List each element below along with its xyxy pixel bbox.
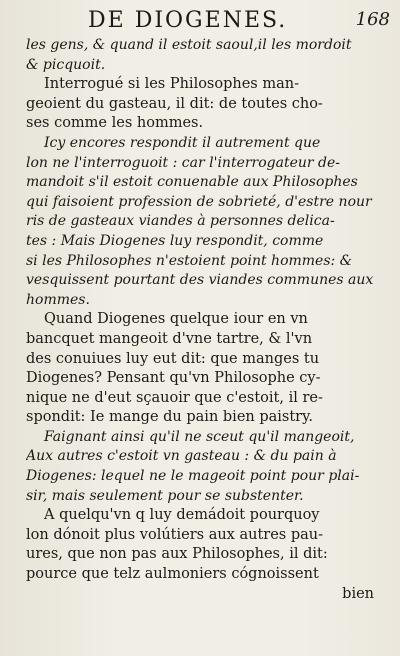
text-line: Faignant ainsi qu'il ne sceut qu'il mangeoit, (44, 428, 355, 445)
text-line: lon dónoit plus volútiers aux autres pau- (26, 526, 324, 543)
text-line: Diogenes: lequel ne le mageoit point pour plai- (26, 468, 360, 485)
text-line: bien (342, 585, 374, 602)
page-header (70, 6, 400, 36)
page-number: 168 (355, 9, 390, 30)
text-line: & picquoit. (26, 56, 106, 73)
text-line: geoient du gasteau, il dit: de toutes cho- (26, 95, 323, 112)
text-line: lon ne l'interroguoit : car l'interrogateur de- (26, 154, 341, 171)
text-line: tes : Mais Diogenes luy respondit, comme (26, 232, 324, 249)
text-line: Interrogué si les Philosophes man- (44, 76, 299, 93)
text-line: nique ne d'eut sçauoir que c'estoit, il re- (26, 389, 323, 406)
text-line: Quand Diogenes quelque iour en vn (44, 311, 308, 328)
text-line: Diogenes? Pensant qu'vn Philosophe cy- (26, 370, 321, 387)
text-line: ures, que non pas aux Philosophes, il dit: (26, 546, 328, 563)
text-line: A quelqu'vn q luy demádoit pourquoy (44, 507, 320, 524)
text-line: ris de gasteaux viandes à personnes delica- (26, 213, 335, 230)
text-line: qui faisoient profession de sobrieté, d'estre nour (26, 193, 372, 210)
text-line: si les Philosophes n'estoient point hommes: & (26, 252, 353, 269)
text-line: ses comme les hommes. (26, 115, 204, 132)
text-line: mandoit s'il estoit conuenable aux Philosophes (26, 174, 358, 191)
body-text (26, 36, 376, 604)
text-line: pource que telz aulmoniers cógnoissent (26, 566, 319, 583)
text-line: sir, mais seulement pour se substenter. (26, 487, 304, 504)
text-line: des conuiues luy eut dit: que manges tu (26, 350, 320, 367)
text-line: Icy encores respondit il autrement que (44, 134, 321, 151)
running-head: DE DIOGENES. (88, 8, 288, 33)
text-line: les gens, & quand il estoit saoul,il les mordoit (26, 37, 352, 53)
text-line: vesquissent pourtant des viandes communes aux (26, 272, 374, 289)
text-line: spondit: Ie mange du pain bien paistry. (26, 409, 313, 426)
text-line: hommes. (26, 291, 90, 308)
text-line: Aux autres c'estoit vn gasteau : & du pain à (26, 448, 337, 465)
text-line: bancquet mangeoit d'vne tartre, & l'vn (26, 330, 313, 347)
